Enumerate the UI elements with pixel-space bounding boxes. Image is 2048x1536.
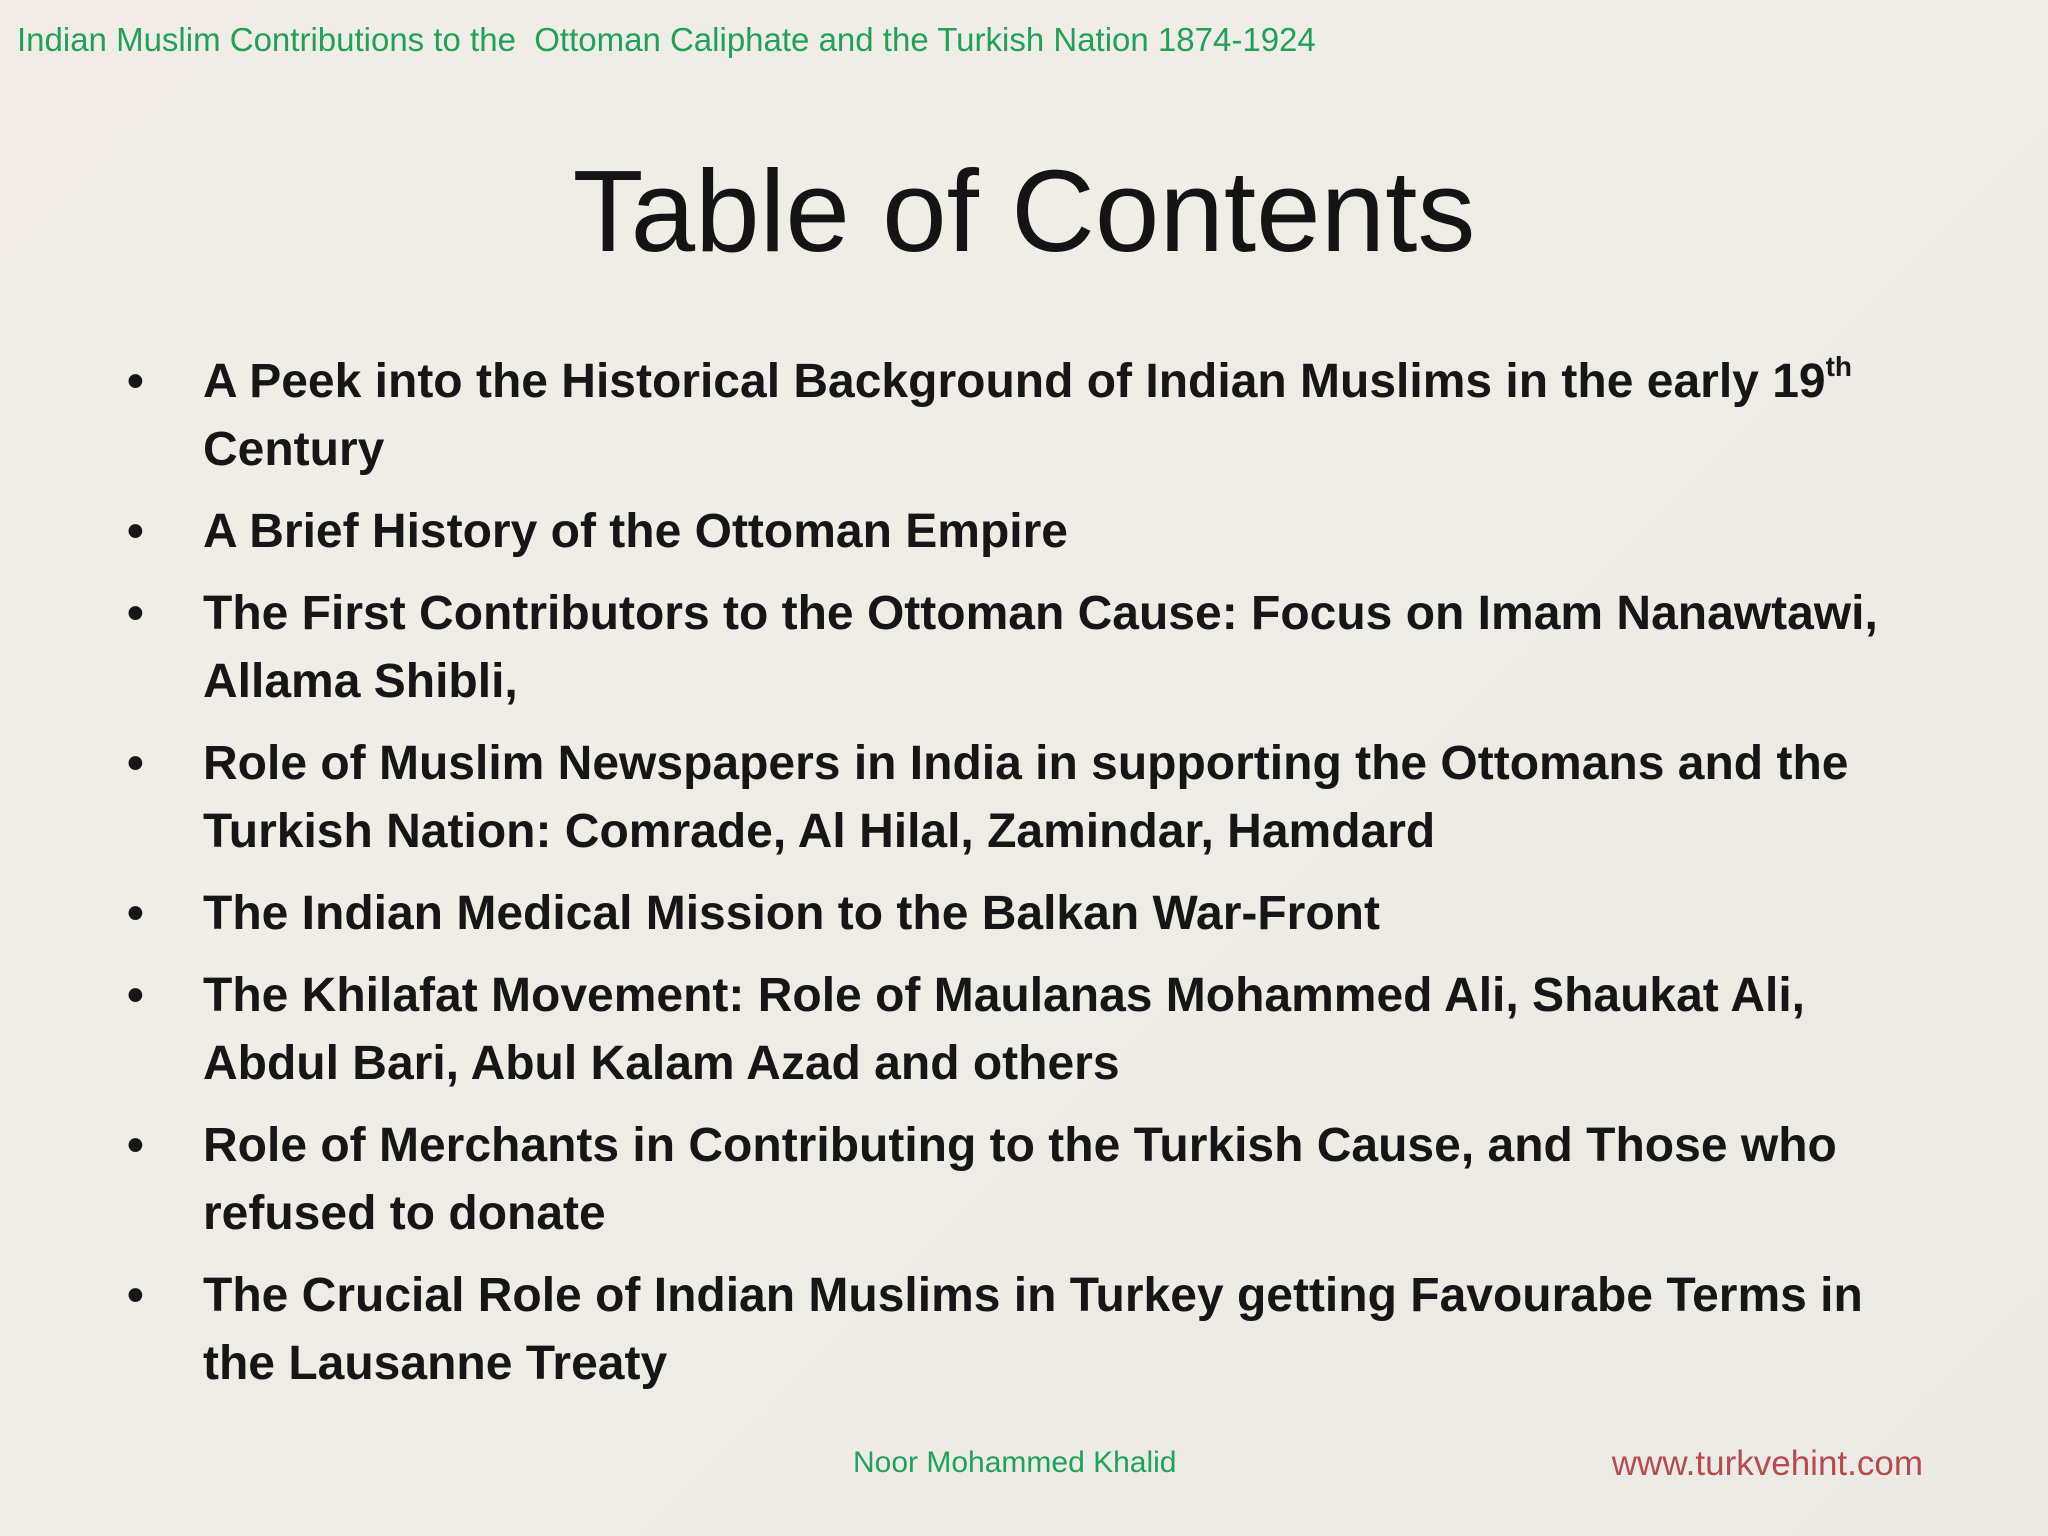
toc-item-text: A Peek into the Historical Background of Indian Muslims in the early 19th Century [203,351,1853,476]
bullet-icon: • [127,587,144,640]
toc-item [127,1262,1947,1398]
bullet-icon: • [127,1119,144,1172]
toc-item-text: The Khilafat Movement: Role of Maulanas Mohammed Ali, Shaukat Ali, Abdul Bari, Abul Kalam Azad and others [203,969,1805,1090]
toc-item [127,880,1947,948]
toc-item [127,498,1947,566]
toc-item [127,962,1947,1098]
toc-item-text: Role of Muslim Newspapers in India in supporting the Ottomans and the Turkish Nation: Comrade, Al Hilal, Zamindar, Hamdard [203,737,1849,858]
presentation-series-title: Indian Muslim Contributions to the Ottoman Caliphate and the Turkish Nation 1874-1924 [17,21,1316,58]
slide-title: Table of Contents [572,146,1476,276]
bullet-icon: • [127,737,144,790]
bullet-icon: • [127,969,144,1022]
toc-item [127,348,1947,484]
toc-item-text: Role of Merchants in Contributing to the Turkish Cause, and Those who refused to donate [203,1119,1837,1240]
bullet-icon: • [127,505,144,558]
toc-item [127,730,1947,866]
toc-item [127,580,1947,716]
bullet-icon: • [127,1269,144,1322]
toc-item-text: The First Contributors to the Ottoman Cause: Focus on Imam Nanawtawi, Allama Shibli, [203,587,1878,708]
bullet-icon: • [127,887,144,940]
author-name: Noor Mohammed Khalid [853,1446,1177,1479]
toc-item-text: The Crucial Role of Indian Muslims in Turkey getting Favourabe Terms in the Lausanne Treaty [203,1269,1863,1390]
toc-item-text: A Brief History of the Ottoman Empire [203,505,1068,558]
toc-item [127,1112,1947,1248]
table-of-contents-list [127,348,1947,1412]
website-url: www.turkvehint.com [1611,1444,1923,1483]
toc-item-text: The Indian Medical Mission to the Balkan War-Front [203,887,1380,940]
bullet-icon: • [127,355,144,408]
superscript-th: th [1825,351,1853,382]
